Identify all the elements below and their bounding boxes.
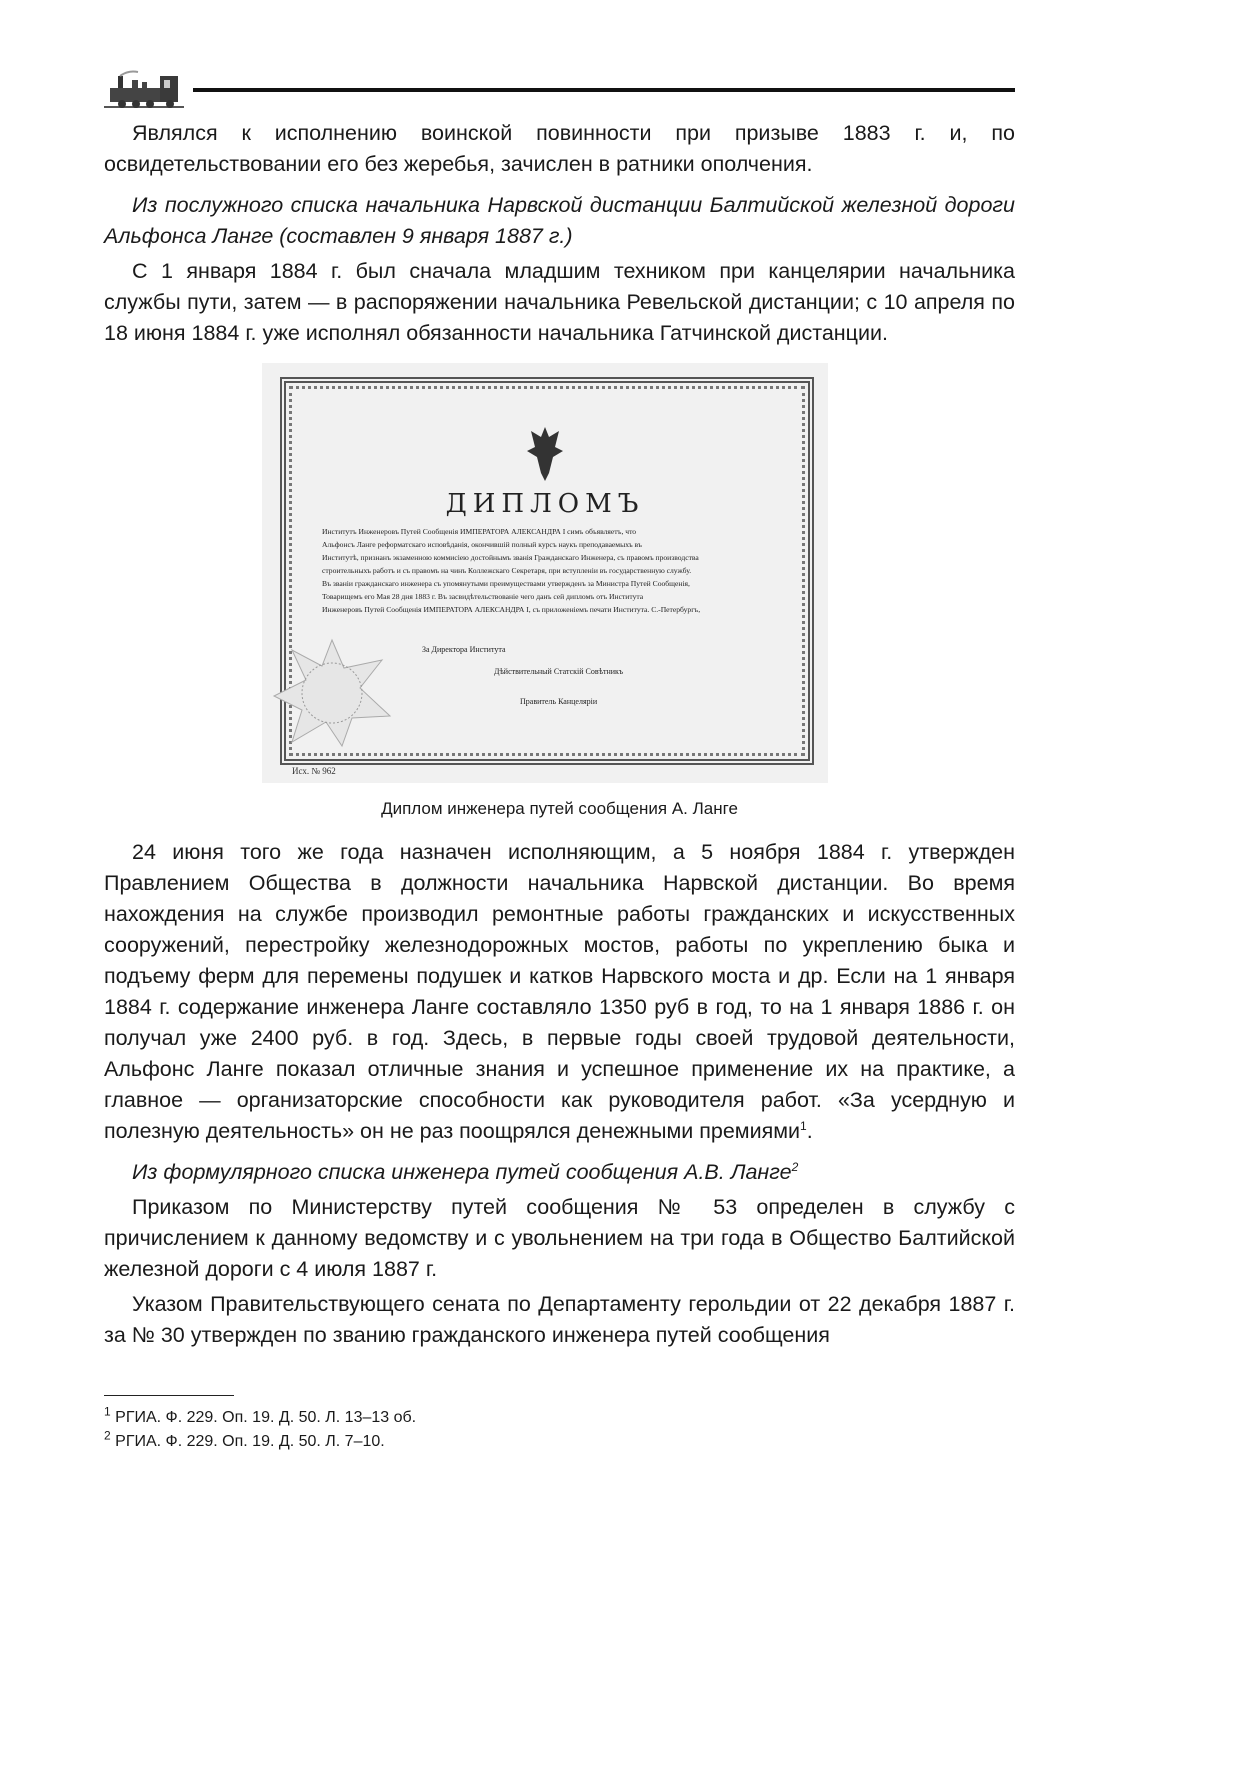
diploma-line: Въ званіи гражданскаго инженера съ упомянутыми преимуществами утвержденъ за Министра Путей Сообщенія, [322,579,690,588]
paragraph [104,837,1015,1147]
diploma-line: Альфонсъ Ланге реформатскаго исповѣданія, окончившій полный курсъ наукъ преподаваемыхъ въ [322,540,642,549]
paragraph-end: . [806,1119,813,1143]
paragraph-text: 24 июня того же года назначен исполняющим, а 5 ноября 1884 г. утвержден Правлением Общества в должности начальника Нарвской дистанции. Во время нахождения на службе производил ремонтные работы гражданских и искусственных сооружений, перестройку железнодорожных мостов, работы по укреплению быка и подъему ферм для перемены подушек и катков Нарвского моста и др. Если на 1 января 1884 г. содержание инженера Ланге составляло 1350 руб в год, то на 1 января 1886 г. он получал уже 2400 руб. в год. Здесь, в первые годы своей трудовой деятельности, Альфонс Ланге показал отличные знания и успешное применение их на практике, а главное — организаторские способности как руководителя работ. «За усердную и полезную деятельность» он не раз поощрялся денежными премиями [104,840,1015,1143]
footnote-ref[interactable]: 1 [800,1118,807,1133]
header-rule [193,88,1015,92]
paragraph: С 1 января 1884 г. был сначала младшим техником при канцелярии начальника службы пути, затем — в распоряжении начальника Ревельской дистанции; с 10 апреля по 18 июня 1884 г. уже исполнял обязанности начальника Гатчинской дистанции. [104,259,1015,345]
diploma-number: Исх. № 962 [292,766,336,776]
diploma-image [262,363,828,783]
diploma-line: Институтъ Инженеровъ Путей Сообщенія ИМПЕРАТОРА АЛЕКСАНДРА I симъ объявляетъ, что [322,527,637,536]
footnote-text: РГИА. Ф. 229. Оп. 19. Д. 50. Л. 7–10. [115,1433,385,1450]
footnote-number: 2 [104,1428,111,1443]
diploma-text [322,525,772,616]
seal-icon [272,638,392,748]
footnote-text: РГИА. Ф. 229. Оп. 19. Д. 50. Л. 13–13 об. [115,1409,417,1426]
diploma-line: Инженеровъ Путей Сообщенія ИМПЕРАТОРА АЛЕКСАНДРА I, съ приложеніемъ печати Института. С.-Петербургъ, [322,605,701,614]
paragraph: Указом Правительствующего сената по Департаменту герольдии от 22 декабря 1887 г. за № 30 утвержден по званию гражданского инженера путей сообщения [104,1292,1015,1347]
diploma-line: Товарищемъ его Мая 28 дня 1883 г. Въ засвидѣтельствованіе чего данъ сей дипломъ отъ Института [322,592,644,601]
diploma-line: строительныхъ работъ и съ правомъ на чинъ Коллежскаго Секретаря, при вступленіи въ государственную службу. [322,566,692,575]
diploma-signature-councillor: Дѣйствительный Статскій Совѣтникъ [494,667,624,676]
locomotive-icon [104,70,186,110]
diploma-signature-chancellery: Правитель Канцеляріи [520,697,598,706]
figure-caption: Диплом инженера путей сообщения А. Ланге [381,799,738,818]
double-headed-eagle-icon [525,423,565,485]
diploma-line: Институтѣ, признанъ экзаменною коммисіею достойнымъ званія Гражданскаго Инженера, съ правомъ производства [322,553,699,562]
footnote-ref[interactable]: 2 [791,1159,799,1174]
footnote-divider [104,1395,234,1396]
diploma-title: ДИПЛОМЪ [445,489,645,519]
page-body [104,118,1015,1454]
paragraph: Приказом по Министерству путей сообщения № 53 определен в службу с причислением к данному ведомству и с увольнением на три года в Общество Балтийской железной дороги с 4 июля 1887 г. [104,1195,1015,1281]
footnote [104,1406,1015,1430]
source-heading [104,1157,1015,1188]
source-heading: Из послужного списка начальника Нарвской дистанции Балтийской железной дороги Альфонса Ланге (составлен 9 января 1887 г.) [104,193,1015,248]
heading-text: Из формулярного списка инженера путей сообщения А.В. Ланге [132,1160,792,1184]
footnote-number: 1 [104,1404,111,1419]
footnote [104,1430,1015,1454]
paragraph: Являлся к исполнению воинской повинности при призыве 1883 г. и, по освидетельствовании его без жеребья, зачислен в ратники ополчения. [104,121,1015,176]
diploma-signature-director: За Директора Института [422,645,506,654]
